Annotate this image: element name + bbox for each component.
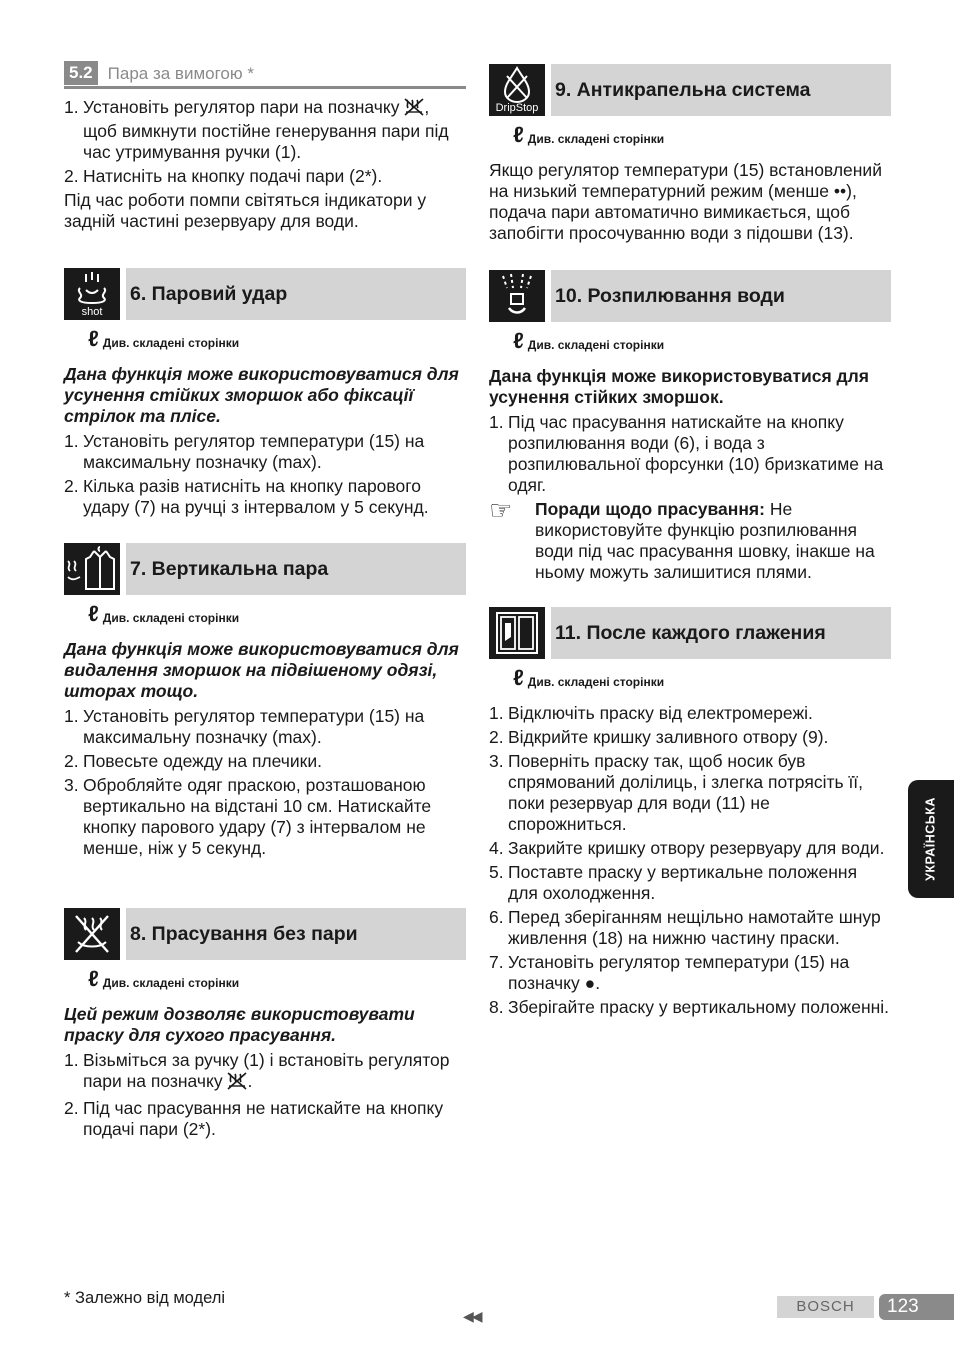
section-5-2-steps: [64, 97, 466, 187]
section-9-header: [489, 64, 891, 116]
section-9-text: Якщо регулятор температури (15) встановлений на низький температурний режим (менше ••), подача пари автоматично вимикається, щоб запобігти просочуванню води з підошви (13).: [489, 160, 882, 243]
list-item: 2. Натисніть на кнопку подачі пари (2*).: [64, 166, 383, 186]
storage-cabinet-icon: [489, 607, 545, 659]
section-5-2-header: [64, 60, 466, 89]
vertical-steam-icon: [64, 543, 120, 595]
list-item: 1. Установіть регулятор температури (15) на максимальну позначку (max).: [64, 431, 425, 472]
no-steam-ironing-icon: [64, 908, 120, 960]
section-10-steps: [489, 412, 891, 496]
no-steam-icon: [227, 1072, 247, 1095]
steam-shot-icon: shot: [64, 268, 120, 320]
list-item: 1. Під час прасування натискайте на кнопку розпилювання води (6), і вода з розпилювальної форсунки (10) бризкатиме на одяг.: [489, 412, 884, 495]
list-item: 7. Установіть регулятор температури (15) на позначку ●.: [489, 952, 850, 993]
left-column: [64, 60, 466, 1143]
section-title: 7. Вертикальна пара: [126, 543, 466, 595]
list-item: 8. Зберігайте праску у вертикальному положенні.: [489, 997, 890, 1017]
reference-note: ℓ Див. складені сторінки: [88, 601, 240, 626]
brand-label: BOSCH: [777, 1296, 874, 1318]
section-6-header: [64, 268, 466, 320]
section-intro: Цей режим дозволяє використовувати праску для сухого прасування.: [64, 1004, 415, 1045]
reference-note: ℓ Див. складені сторінки: [88, 326, 240, 351]
list-item: 3. Обробляйте одяг праскою, розташованою вертикально на відстані 10 см. Натискайте кнопку парового удару (7) з інтервалом не менше, ніж у 5 секунд.: [64, 775, 432, 858]
section-title: 9. Антикрапельна система: [551, 64, 891, 116]
list-item: 6. Перед зберіганням нещільно намотайте шнур живлення (18) на нижню частину праски.: [489, 907, 881, 948]
section-6-steps: [64, 431, 466, 518]
list-item: 1. Візьміться за ручку (1) і встановіть регулятор пари на позначку .: [64, 1050, 466, 1095]
list-item: 1. Установіть регулятор температури (15) на максимальну позначку (max).: [64, 706, 425, 747]
fold-out-page-icon: ℓ: [88, 966, 99, 991]
page-nav-arrows-icon[interactable]: ◀◀: [463, 1308, 481, 1324]
dripstop-icon: DripStop: [489, 64, 545, 116]
section-11-steps: [489, 703, 891, 1018]
fold-out-page-icon: ℓ: [513, 665, 524, 690]
list-item: 2. Кілька разів натисніть на кнопку парового удару (7) на ручці з інтервалом у 5 секунд.: [64, 476, 429, 517]
section-title: 10. Розпилювання води: [551, 270, 891, 322]
list-item: 4. Закрийте кришку отвору резервуару для води.: [489, 838, 885, 858]
section-intro: Дана функція може використовуватися для усунення стійких зморшок.: [489, 366, 869, 407]
section-intro: Дана функція може використовуватися для усунення стійких зморшок або фіксації стрілок та плісе.: [64, 364, 459, 426]
section-title: 8. Прасування без пари: [126, 908, 466, 960]
reference-note: ℓ Див. складені сторінки: [513, 122, 665, 147]
section-intro: Дана функція може використовуватися для видалення зморшок на підвішеному одязі, шторах тощо.: [64, 639, 459, 701]
fold-out-page-icon: ℓ: [88, 601, 99, 626]
list-item: 2. Повесьте одежду на плечики.: [64, 751, 322, 771]
list-item: 3. Поверніть праску так, щоб носик був спрямований долілиць, і злегка потрясіть її, поки резервуар для води (11) не спорожниться.: [489, 751, 864, 834]
section-11-header: [489, 607, 891, 659]
right-column: [489, 64, 891, 1021]
list-item: 2. Відкрийте кришку заливного отвору (9).: [489, 727, 829, 747]
section-title: 6. Паровий удар: [126, 268, 466, 320]
fold-out-page-icon: ℓ: [513, 122, 524, 147]
section-title: Пара за вимогою *: [107, 63, 254, 83]
section-8-header: [64, 908, 466, 960]
list-item: 5. Поставте праску у вертикальне положення для охолодження.: [489, 862, 858, 903]
section-10-header: [489, 270, 891, 322]
section-title: 11. После каждого глажения: [551, 607, 891, 659]
list-item: 1. Відключіть праску від електромережі.: [489, 703, 813, 723]
pointing-hand-icon: ☞: [489, 495, 513, 525]
language-tab: УКРАЇНСЬКА: [908, 780, 954, 898]
section-7-header: [64, 543, 466, 595]
section-number: 5.2: [64, 61, 98, 85]
list-item: 2. Під час прасування не натискайте на кнопку подачі пари (2*).: [64, 1098, 444, 1139]
section-5-2-note: Під час роботи помпи світяться індикатори у задній частині резервуару для води.: [64, 190, 427, 231]
footnote: * Залежно від моделі: [64, 1289, 226, 1307]
list-item: 1. Установіть регулятор пари на позначку , щоб вимкнути постійне генерування пари під час утримування ручки (1).: [64, 97, 449, 162]
water-spray-icon: [489, 270, 545, 322]
reference-note: ℓ Див. складені сторінки: [88, 966, 240, 991]
section-7-steps: [64, 706, 466, 859]
no-steam-icon: [404, 98, 424, 121]
fold-out-page-icon: ℓ: [88, 326, 99, 351]
page-number: 123: [879, 1294, 954, 1320]
reference-note: ℓ Див. складені сторінки: [513, 328, 665, 353]
fold-out-page-icon: ℓ: [513, 328, 524, 353]
ironing-tip: ☞ Поради щодо прасування: Не використовуйте функцію розпилювання води під час прасування шовку, інакше на ньому можуть залишитися плями.: [489, 495, 875, 582]
reference-note: ℓ Див. складені сторінки: [513, 665, 665, 690]
section-8-steps: [64, 1050, 466, 1140]
